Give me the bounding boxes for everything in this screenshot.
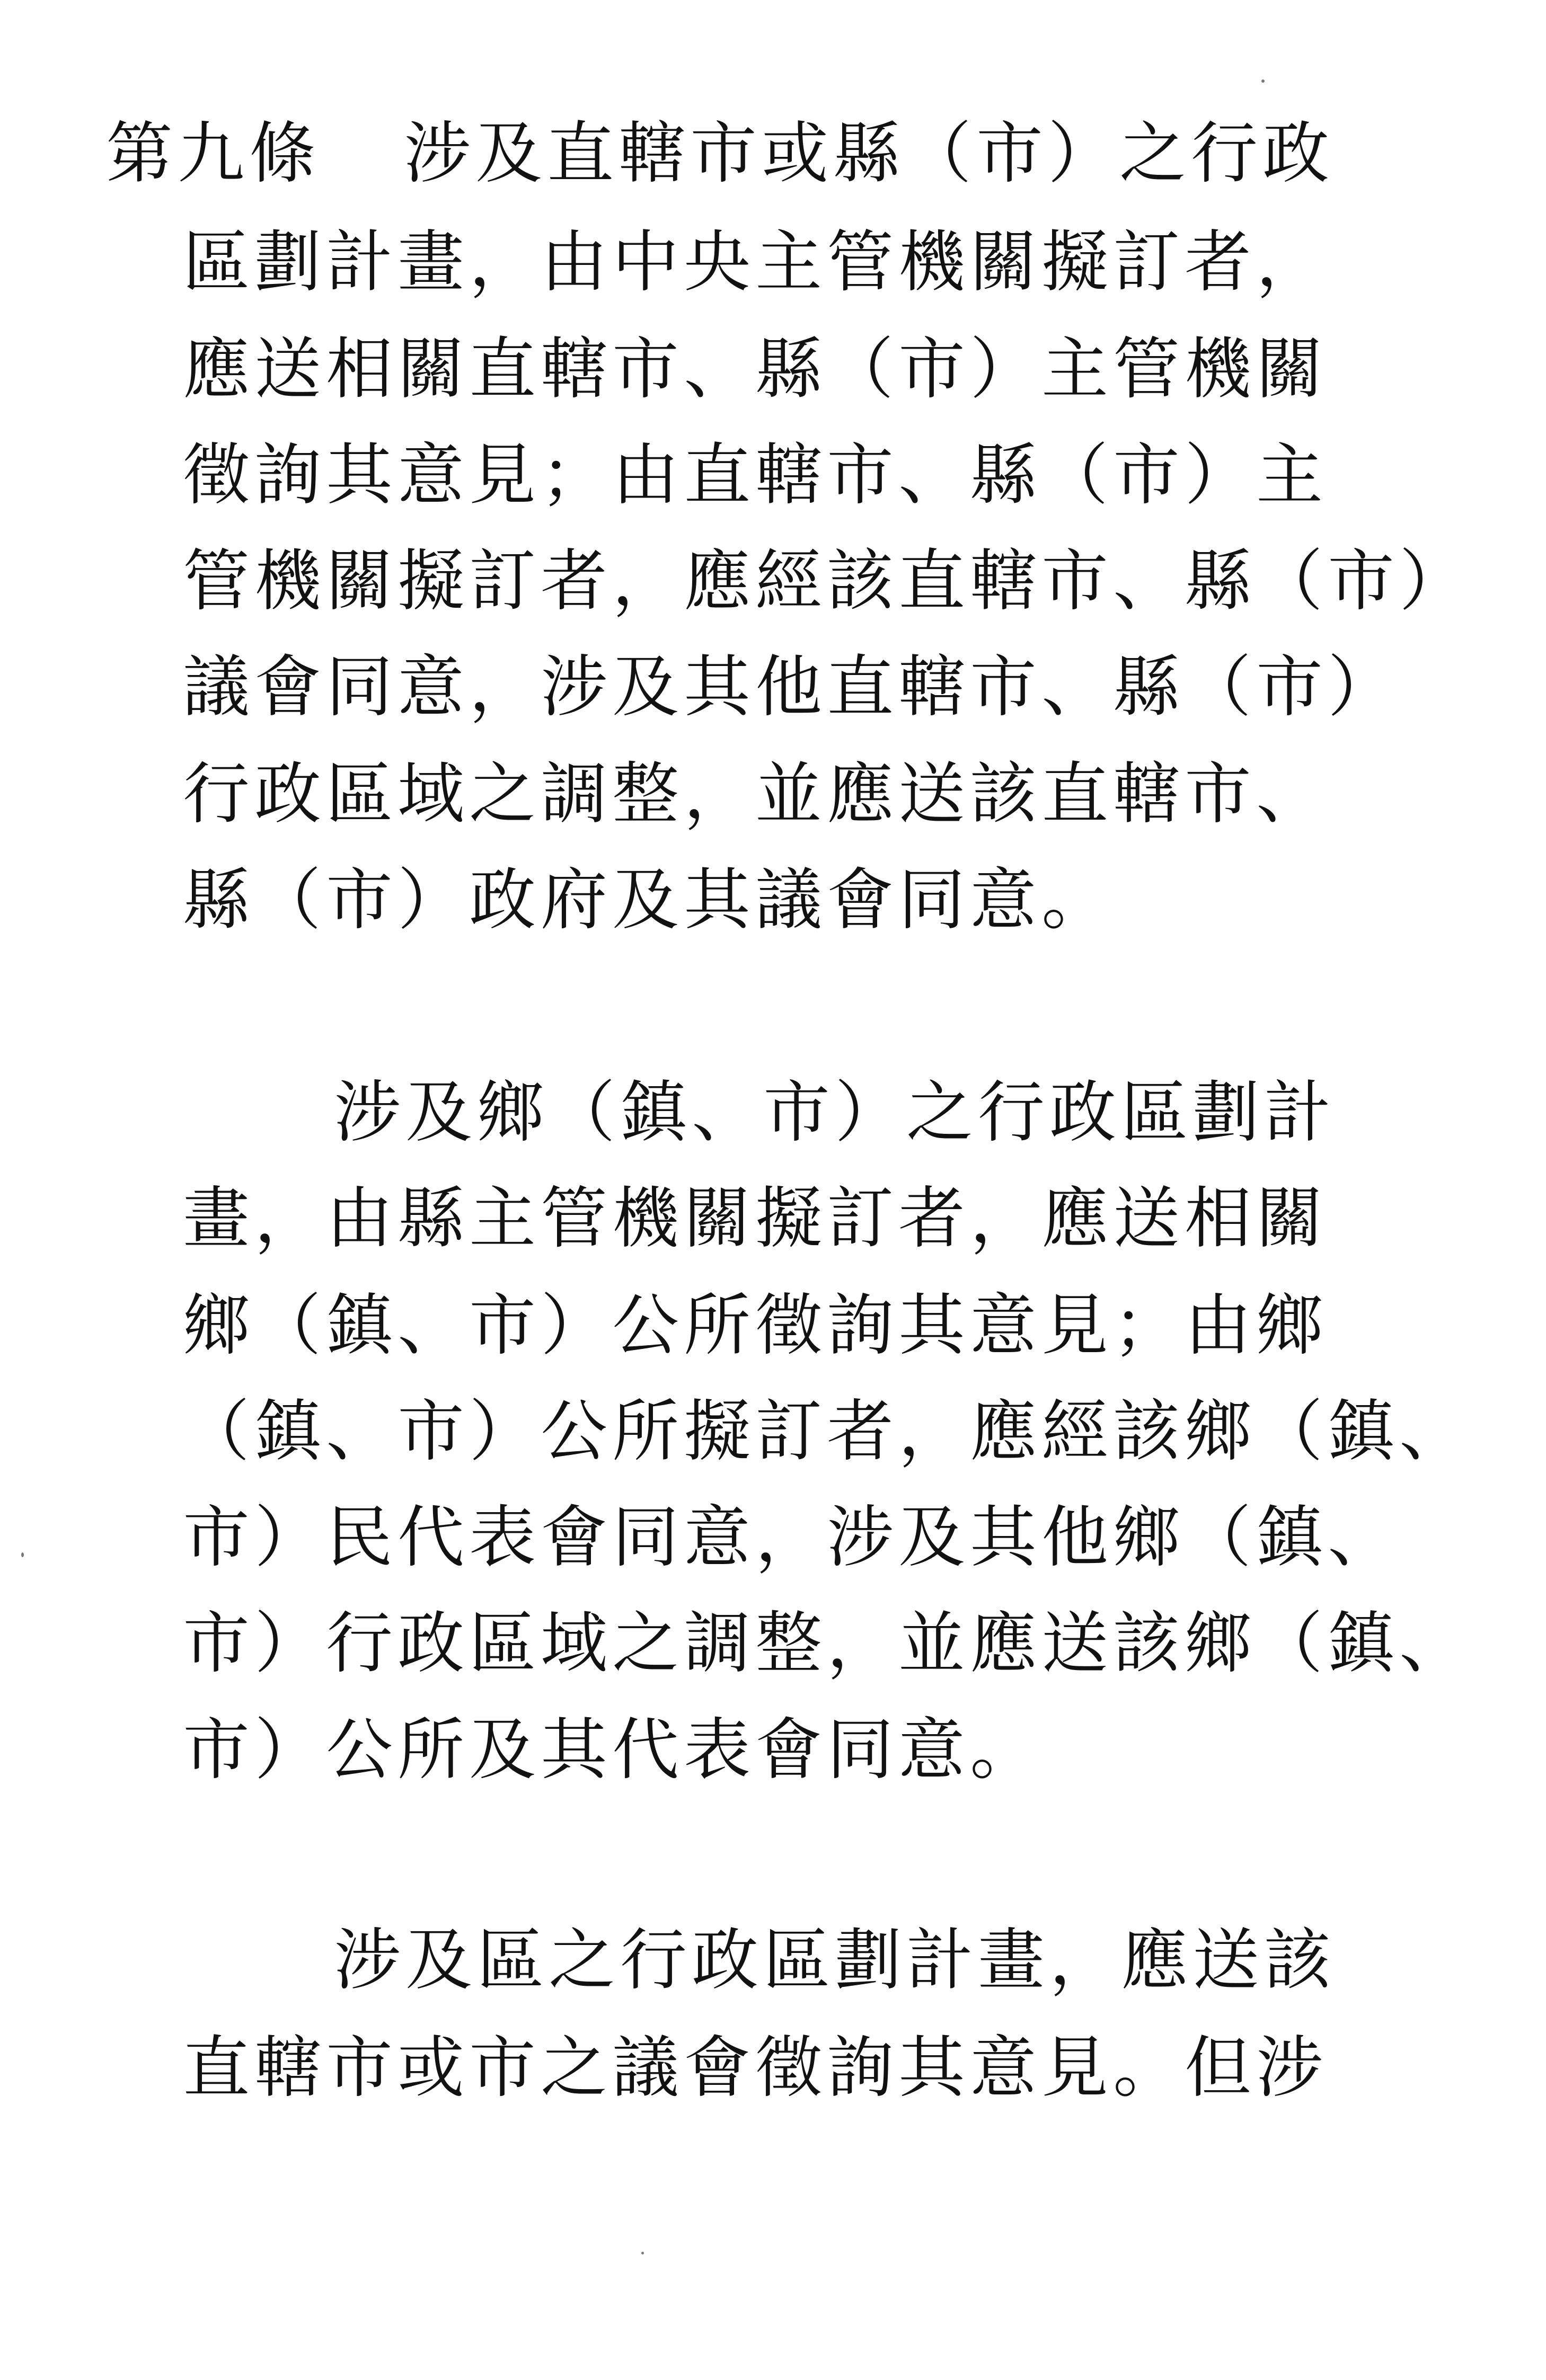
paragraph-2-line-4: （鎮、市）公所擬訂者，應經該鄉（鎮、 <box>183 1392 1471 1470</box>
paragraph-1-line-5: 管機關擬訂者，應經該直轄市、縣（市） <box>183 542 1471 620</box>
scan-speck <box>21 1552 24 1557</box>
scan-speck <box>1261 79 1265 83</box>
paragraph-1-line-1: 涉及直轄市或縣（市）之行政 <box>404 114 1334 192</box>
paragraph-1-line-6: 議會同意，涉及其他直轄市、縣（市） <box>183 648 1399 726</box>
article-heading: 第九條 <box>106 114 321 192</box>
paragraph-2-line-3: 鄉（鎮、市）公所徵詢其意見；由鄉 <box>183 1286 1328 1364</box>
scan-speck <box>641 2252 644 2254</box>
paragraph-1-line-7: 行政區域之調整，並應送該直轄市、 <box>183 755 1328 833</box>
paragraph-2-line-1: 涉及鄉（鎮、市）之行政區劃計 <box>334 1073 1336 1151</box>
paragraph-1-line-3: 應送相關直轄市、縣（市）主管機關 <box>183 330 1328 408</box>
paragraph-1-line-2: 區劃計畫，由中央主管機關擬訂者， <box>183 223 1328 301</box>
paragraph-2-line-6: 市）行政區域之調整，並應送該鄉（鎮、 <box>183 1604 1471 1682</box>
paragraph-2-line-7: 市）公所及其代表會同意。 <box>183 1711 1041 1789</box>
paragraph-2-line-2: 畫，由縣主管機關擬訂者，應送相關 <box>183 1179 1328 1257</box>
paragraph-2-line-5: 市）民代表會同意，涉及其他鄉（鎮、 <box>183 1498 1399 1576</box>
paragraph-3-line-2: 直轄市或市之議會徵詢其意見。但涉 <box>183 2029 1328 2107</box>
paragraph-1-line-8: 縣（市）政府及其議會同意。 <box>183 861 1113 939</box>
paragraph-1-line-4: 徵詢其意見；由直轄市、縣（市）主 <box>183 436 1328 514</box>
paragraph-3-line-1: 涉及區之行政區劃計畫，應送該 <box>334 1921 1336 1999</box>
